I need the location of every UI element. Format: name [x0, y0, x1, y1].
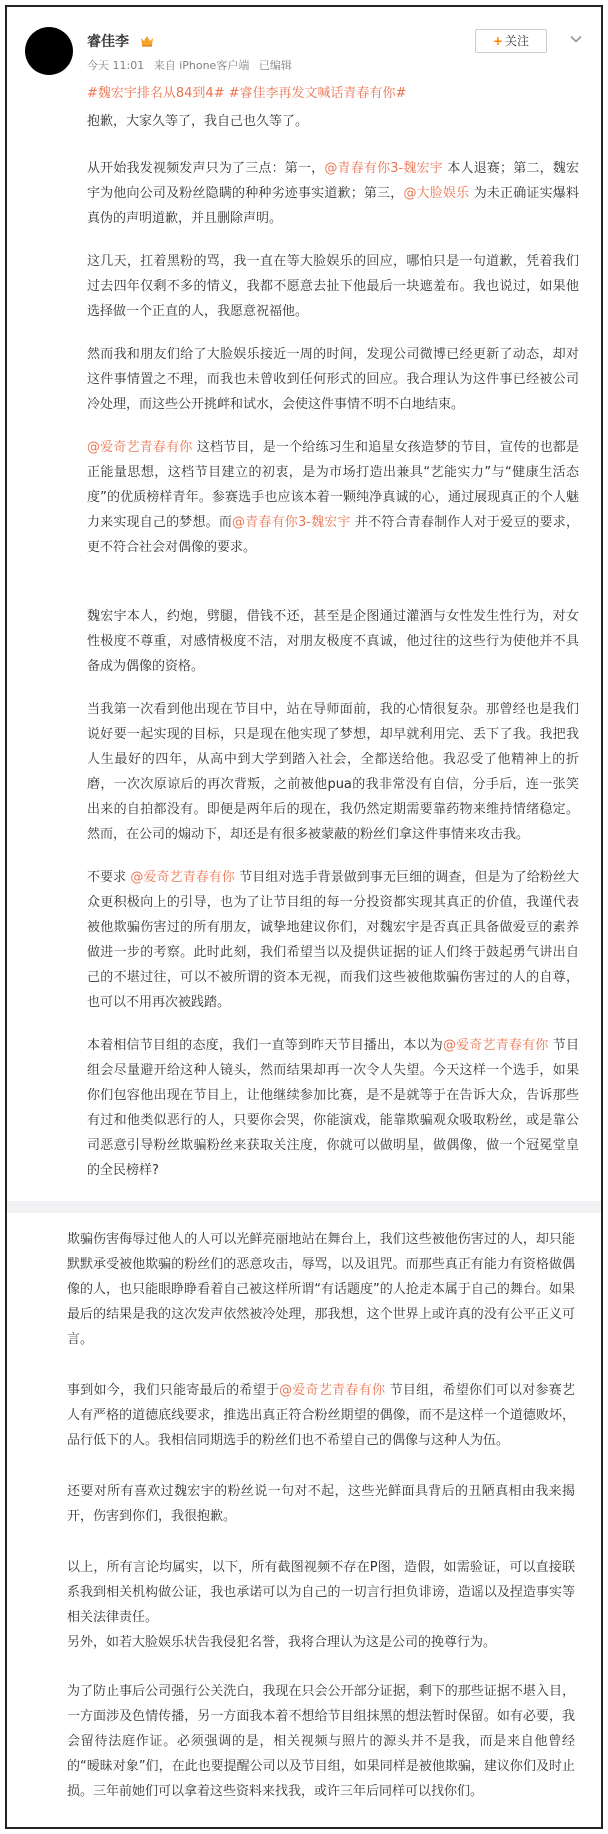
plus-icon: + — [492, 34, 504, 48]
text: 节目组会尽量避开给这种人镜头，然而结果却再一次令人失望。今天这样一个选手，如果你们包容他出现在节目上，让他继续参加比赛，是不是就等于在告诉大众，告诉那些有过和他类似恶行的人，只要你会哭，你能演戏，能靠欺骗观众吸取粉丝，或是靠公司恶意引导粉丝欺骗粉丝来获取关注度，你就可以做明星，做偶像，做一个冠冕堂皇的全民榜样? — [87, 1038, 579, 1178]
text: 本着相信节目组的态度，我们一直等到昨天节目播出，本以为 — [87, 1038, 443, 1053]
post-body-continued — [7, 1227, 601, 1804]
chevron-down-icon[interactable] — [569, 31, 583, 45]
weibo-post — [5, 5, 603, 1829]
vip-badge-icon — [140, 35, 154, 47]
text: 并不符合青春制作人对于爱豆的要求，更不符合社会对偶像的要求。 — [87, 515, 579, 555]
topic-link[interactable]: #睿佳李再发文喊话青春有你# — [228, 86, 407, 101]
mention-link[interactable]: @爱奇艺青春有你 — [87, 440, 193, 455]
post-time[interactable]: 今天 11:01 — [87, 59, 145, 72]
text: 为未正确证实爆料真伪的声明道歉，并且删除声明。 — [87, 186, 579, 226]
topic-link[interactable]: #魏宏宇排名从84到4# — [87, 86, 225, 101]
post-source: 来自 iPhone客户端 — [153, 59, 250, 72]
author-name-text[interactable]: 睿佳李 — [87, 34, 129, 50]
paragraph: 还要对所有喜欢过魏宏宇的粉丝说一句对不起，这些光鲜面具背后的丑陋真相由我来揭开，伤害到你们，我很抱歉。 — [67, 1484, 575, 1524]
follow-label: 关注 — [505, 34, 530, 48]
text: 本人退赛；第二，魏宏宇为他向公司及粉丝隐瞒的种种劣迹事实道歉；第三， — [87, 161, 579, 201]
post-header — [7, 7, 601, 95]
paragraph: 抱歉，大家久等了，我自己也久等了。 — [87, 114, 309, 129]
text: 节目组对选手背景做到事无巨细的调查，但是为了给粉丝大众更积极向上的引导，也为了让节目组的每一分投资都实现其真正的价值，我谨代表被他欺骗伤害过的所有朋友，诚挚地建议你们，对魏宏宇是否真正具备做爱豆的素养做进一步的考察。此时此刻，我们希望当以及提供证据的证人们终于鼓起勇气讲出自己的不堪过往，可以不被所谓的资本无视，而我们这些被他欺骗伤害过的人的自尊，也可以不用再次被践踏。 — [87, 870, 579, 1010]
paragraph: 然而我和朋友们给了大脸娱乐接近一周的时间，发现公司微博已经更新了动态，却对这件事情置之不理，而我也未曾收到任何形式的回应。我合理认为这件事已经被公司冷处理，而这些公开挑衅和试水，会使这件事情不明不白地结束。 — [87, 347, 579, 412]
avatar[interactable] — [25, 27, 73, 75]
mention-link[interactable]: @爱奇艺青春有你 — [130, 870, 235, 885]
mention-link[interactable]: @大脸娱乐 — [403, 186, 470, 201]
follow-button[interactable] — [475, 29, 547, 53]
post-body — [7, 109, 601, 1183]
paragraph: 欺骗伤害侮辱过他人的人可以光鲜亮丽地站在舞台上，我们这些被他伤害过的人，却只能默默承受被他欺骗的粉丝们的恶意攻击，辱骂，以及诅咒。而那些真正有能力有资格做偶像的人，也只能眼睁睁看着自己被这样所谓“有话题度”的人抢走本属于自己的舞台。如果最后的结果是我的这次发声依然被冷处理，那我想，这个世界上或许真的没有公平正义可言。 — [67, 1232, 575, 1347]
paragraph — [87, 435, 579, 560]
text: 节目组，希望你们可以对参赛艺人有严格的道德底线要求，推选出真正符合粉丝期望的偶像，而不是这样一个道德败坏，品行低下的人。我相信同期选手的粉丝们也不希望自己的偶像与这种人为伍。 — [67, 1383, 575, 1448]
paragraph: 魏宏宇本人，约炮，劈腿，借钱不还，甚至是企图通过灌酒与女性发生性行为，对女性极度不尊重，对感情极度不洁，对朋友极度不真诚，他过往的这些行为使他并不具备成为偶像的资格。 — [87, 609, 579, 674]
text: 从开始我发视频发声只为了三点：第一， — [87, 161, 325, 176]
section-divider — [7, 1201, 601, 1213]
mention-link[interactable]: @青春有你3-魏宏宇 — [232, 515, 351, 530]
post-meta — [87, 57, 298, 73]
paragraph: 这几天，扛着黑粉的骂，我一直在等大脸娱乐的回应，哪怕只是一句道歉，凭着我们过去四年仅剩不多的情义，我都不愿意去扯下他最后一块遮羞布。我也说过，如果他选择做一个正直的人，我愿意祝福他。 — [87, 254, 579, 319]
paragraph — [87, 156, 579, 231]
paragraph — [87, 865, 579, 1015]
mention-link[interactable]: @爱奇艺青春有你 — [442, 1038, 549, 1053]
mention-link[interactable]: @青春有你3-魏宏宇 — [324, 161, 443, 176]
paragraph: 当我第一次看到他出现在节目中，站在导师面前，我的心情很复杂。那曾经也是我们说好要一起实现的目标，只是现在他实现了梦想，却早就利用完、丢下了我。我把我人生最好的四年，从高中到大学到踏入社会，全都送给他。我忍受了他精神上的折磨，一次次原谅后的再次背叛，之前被他pua的我非常没有自信，分手后，连一张笑出来的自拍都没有。即便是两年后的现在，我仍然定期需要靠药物来维持情绪稳定。然而，在公司的煽动下，却还是有很多被蒙蔽的粉丝们拿这件事情来攻击我。 — [87, 702, 579, 842]
paragraph: 以上，所有言论均属实，以下，所有截图视频不存在P图，造假，如需验证，可以直接联系我到相关机构做公证，我也承诺可以为自己的一切言行担负诽谤，造谣以及捏造事实等相关法律责任。 — [67, 1560, 575, 1625]
edited-label[interactable]: 已编辑 — [258, 59, 292, 72]
paragraph: 另外，如若大脸娱乐状告我侵犯名誉，我将合理认为这是公司的挽尊行为。 — [67, 1635, 497, 1650]
paragraph — [87, 1033, 579, 1183]
paragraph: 为了防止事后公司强行公关洗白，我现在只会公开部分证据，剩下的那些证据不堪入目，一方面涉及色情传播，另一方面我本着不想给节目组抹黑的想法暂时保留。如有必要，我会留待法庭作证。必须强调的是，相关视频与照片的源头并不是我，而是来自他曾经的“暧昧对象”们，在此也要提醒公司以及节目组，如果同样是被他欺骗，建议你们及时止损。三年前她们可以拿着这些资料来找我，或许三年后同样可以找你们。 — [67, 1684, 575, 1799]
text: 这档节目，是一个给练习生和追星女孩造梦的节目，宣传的也都是正能量思想，这档节目建立的初衷，是为市场打造出兼具“艺能实力”与“健康生活态度”的优质榜样青年。参赛选手也应该本着一颗纯净真诚的心，通过展现真正的个人魅力来实现自己的梦想。而 — [87, 440, 579, 530]
mention-link[interactable]: @爱奇艺青春有你 — [279, 1383, 386, 1398]
text: 不要求 — [87, 870, 131, 885]
text: 事到如今，我们只能寄最后的希望于 — [67, 1383, 280, 1398]
paragraph — [67, 1378, 575, 1453]
author-name[interactable] — [87, 31, 154, 51]
